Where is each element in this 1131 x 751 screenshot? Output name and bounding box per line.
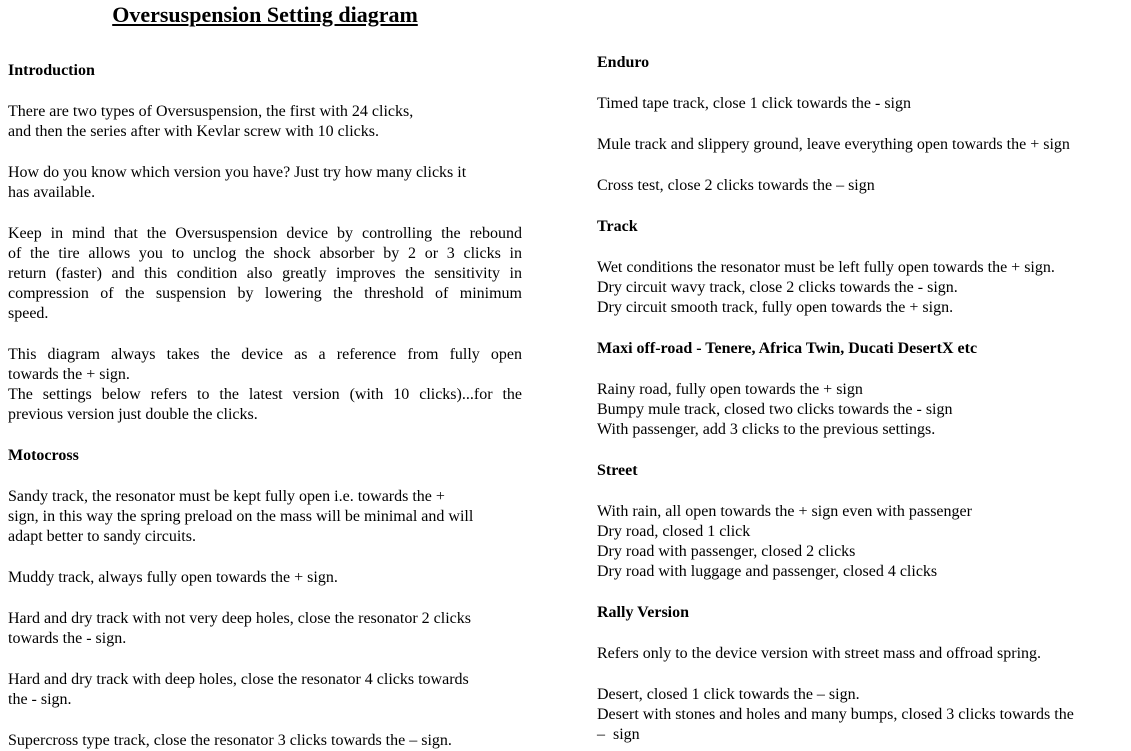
left-column (8, 61, 522, 751)
text-line: Mule track and slippery ground, leave everything open towards the + sign (597, 136, 1070, 153)
text-line: Desert with stones and holes and many bumps, closed 3 clicks towards the (597, 706, 1074, 723)
text-line: Supercross type track, close the resonator 3 clicks towards the – sign. (8, 732, 452, 749)
text-line: has available. (8, 184, 96, 201)
page-title: Oversuspension Setting diagram (112, 2, 418, 27)
text-line: return (faster) and this condition also greatly improves the sensitivity in (8, 265, 522, 282)
paragraph (597, 94, 1119, 114)
text-line: Dry road with passenger, closed 2 clicks (597, 543, 856, 560)
paragraph (597, 502, 1119, 582)
text-line: Timed tape track, close 1 click towards the - sign (597, 95, 911, 112)
text-line: Wet conditions the resonator must be left fully open towards the + sign. (597, 259, 1055, 276)
text-line: Cross test, close 2 clicks towards the – sign (597, 177, 875, 194)
text-line: towards the + sign. (8, 366, 130, 383)
paragraph (597, 135, 1119, 155)
text-line: the - sign. (8, 691, 72, 708)
paragraph (597, 176, 1119, 196)
paragraph (8, 345, 522, 425)
text-line: adapt better to sandy circuits. (8, 528, 196, 545)
section-heading: Track (597, 218, 638, 235)
paragraph (597, 258, 1119, 318)
text-line: Keep in mind that the Oversuspension device by controlling the rebound (8, 225, 522, 242)
paragraph (8, 568, 522, 588)
paragraph (8, 487, 522, 547)
paragraph (597, 380, 1119, 440)
text-line: towards the - sign. (8, 630, 127, 647)
paragraph (8, 224, 522, 324)
text-line: Muddy track, always fully open towards the + sign. (8, 569, 338, 586)
text-line: Dry road, closed 1 click (597, 523, 751, 540)
paragraph (8, 670, 522, 710)
paragraph (597, 685, 1119, 745)
text-line: Hard and dry track with deep holes, close the resonator 4 clicks towards (8, 671, 469, 688)
text-line: Dry road with luggage and passenger, closed 4 clicks (597, 563, 938, 580)
text-line: Hard and dry track with not very deep holes, close the resonator 2 clicks (8, 610, 471, 627)
right-column (597, 53, 1119, 745)
paragraph (8, 102, 522, 142)
paragraph (8, 609, 522, 649)
text-line: The settings below refers to the latest version (with 10 clicks)...for the (8, 386, 522, 403)
text-line: Rainy road, fully open towards the + sign (597, 381, 863, 398)
paragraph (8, 163, 522, 203)
section-heading: Maxi off-road - Tenere, Africa Twin, Ducati DesertX etc (597, 340, 978, 357)
text-line: speed. (8, 305, 49, 322)
text-line: of the tire allows you to unclog the shock absorber by 2 or 3 clicks in (8, 245, 522, 262)
text-line: With passenger, add 3 clicks to the previous settings. (597, 421, 936, 438)
text-line: sign, in this way the spring preload on the mass will be minimal and will (8, 508, 474, 525)
section-heading: Street (597, 462, 638, 479)
text-line: Bumpy mule track, closed two clicks towards the - sign (597, 401, 953, 418)
text-line: How do you know which version you have? Just try how many clicks it (8, 164, 467, 181)
paragraph (8, 731, 522, 751)
text-line: – sign (597, 726, 640, 743)
text-line: This diagram always takes the device as a reference from fully open (8, 346, 522, 363)
section-heading: Enduro (597, 54, 650, 71)
paragraph (597, 644, 1119, 664)
section-heading: Motocross (8, 447, 79, 464)
section-heading: Introduction (8, 62, 95, 79)
text-line: With rain, all open towards the + sign even with passenger (597, 503, 972, 520)
text-line: Sandy track, the resonator must be kept fully open i.e. towards the + (8, 488, 445, 505)
text-line: Desert, closed 1 click towards the – sign. (597, 686, 860, 703)
text-line: previous version just double the clicks. (8, 406, 258, 423)
section-heading: Rally Version (597, 604, 690, 621)
text-line: Dry circuit smooth track, fully open towards the + sign. (597, 299, 954, 316)
text-line: and then the series after with Kevlar screw with 10 clicks. (8, 123, 379, 140)
text-line: Refers only to the device version with street mass and offroad spring. (597, 645, 1042, 662)
text-line: Dry circuit wavy track, close 2 clicks towards the - sign. (597, 279, 958, 296)
text-line: There are two types of Oversuspension, the first with 24 clicks, (8, 103, 414, 120)
text-line: compression of the suspension by lowering the threshold of minimum (8, 285, 522, 302)
